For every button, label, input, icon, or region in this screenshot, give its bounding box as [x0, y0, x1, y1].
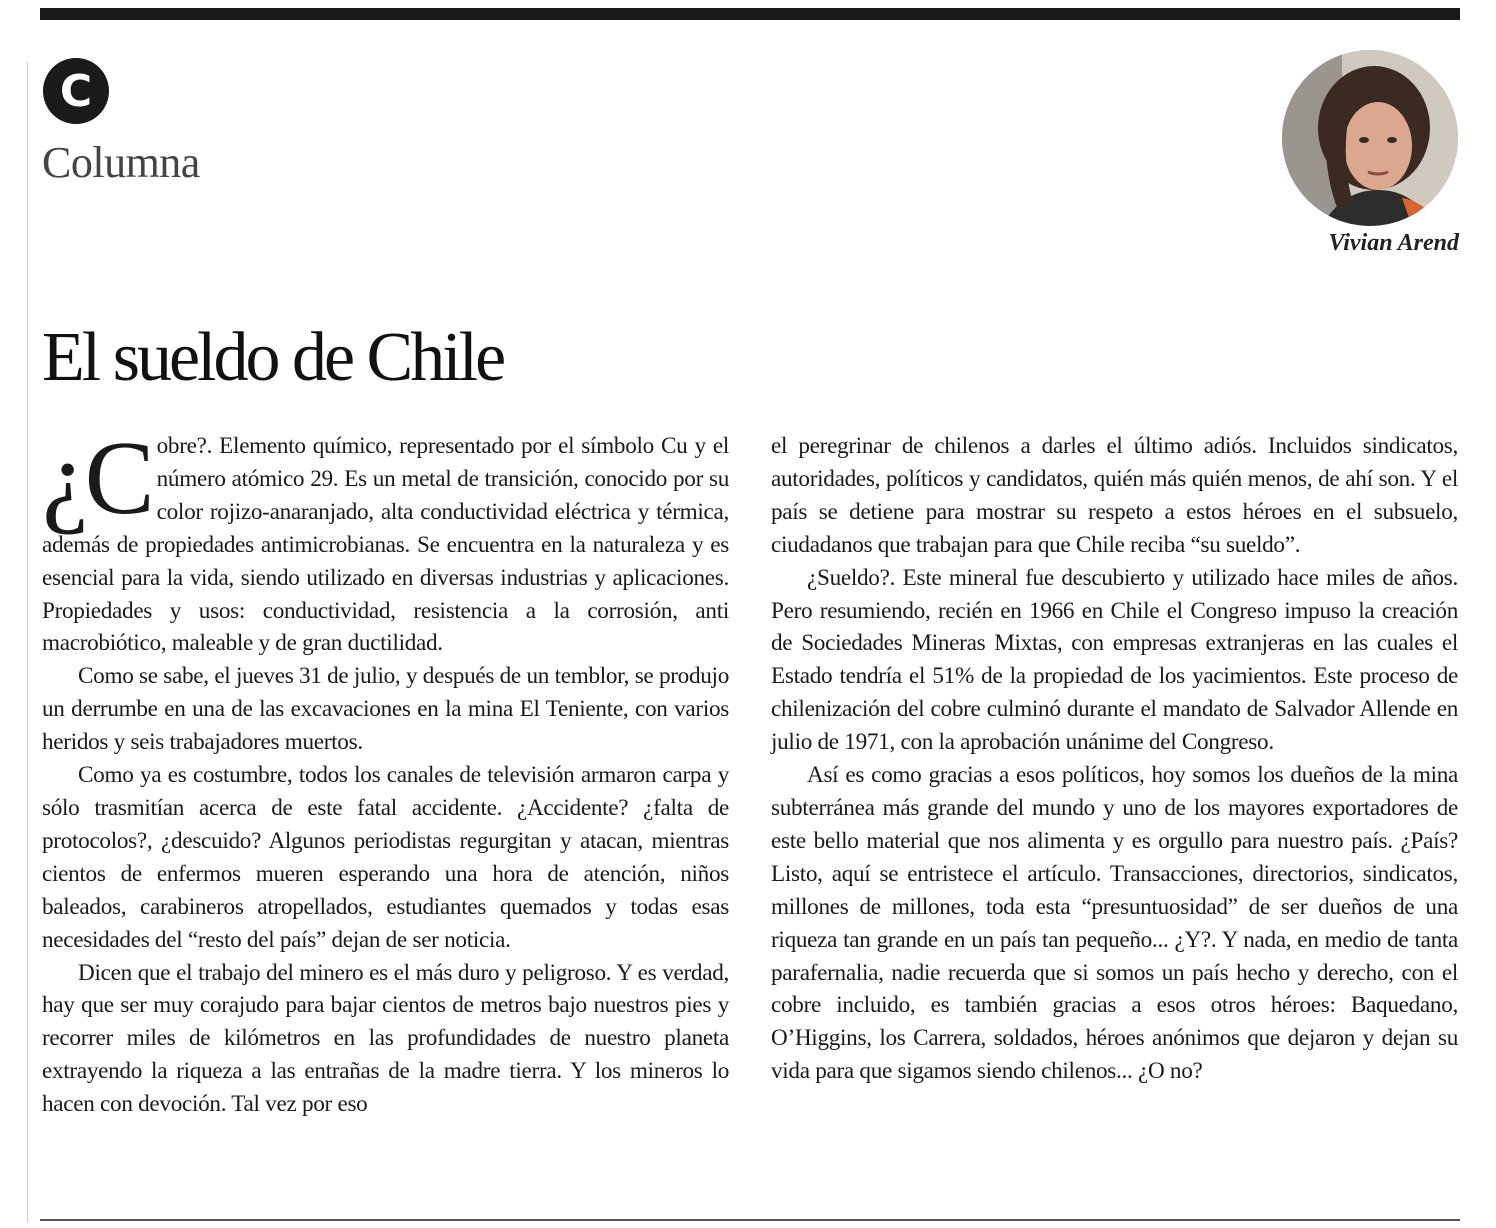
- author-name: Vivian Arend: [1328, 230, 1459, 256]
- paragraph-text: obre?. Elemento químico, representado por el símbolo Cu y el número atómico 29. Es un metal de transición, conocido por su color rojizo-anaranjado, alta conductividad eléctrica y térmica, además de propiedades antimicrobianas. Se encuentra en la naturaleza y es esencial para la vida, siendo utilizado en diversas industrias y aplicaciones. Propiedades y usos: conductividad, resistencia a la corrosión, anti macrobiótico, maleable y de gran ductilidad.: [42, 433, 729, 657]
- article-paragraph: Como ya es costumbre, todos los canales de televisión armaron carpa y sólo trasmitían acerca de este fatal accidente. ¿Accidente? ¿falta de protocolos?, ¿descuido? Algunos periodistas regurgitan y atacan, mientras cientos de enfermos mueren esperando una hora de atención, niños baleados, carabineros atropellados, estudiantes quemados y todas esas necesidades del “resto del país” dejan de ser noticia.: [42, 762, 729, 953]
- article-paragraph: Así es como gracias a esos políticos, hoy somos los dueños de la mina subterránea más grande del mundo y uno de los mayores exportadores de este bello material que nos alimenta y es orgullo para nuestro país. ¿País? Listo, aquí se entristece el artículo. Transacciones, directorios, sindicatos, millones de millones, toda esta “presuntuosidad” de ser dueños de una riqueza tan grande en un país tan pequeño... ¿Y?. Y nada, en medio de tanta parafernalia, nadie recuerda que si somos un país hecho y derecho, con el cobre incluido, es también gracias a esos otros héroes: Baquedano, O’Higgins, los Carrera, soldados, héroes anónimos que dejaron y dejan su vida para que sigamos siendo chilenos... ¿O no?: [771, 762, 1458, 1085]
- dropcap: ¿C: [42, 419, 151, 536]
- author-portrait-icon: [1282, 50, 1458, 226]
- bottom-rule: [40, 1219, 1460, 1221]
- article-paragraph: [42, 419, 729, 660]
- article-column-right: [771, 430, 1458, 1088]
- section-label: Columna: [42, 138, 200, 187]
- article-paragraph: Como se sabe, el jueves 31 de julio, y después de un temblor, se produjo un derrumbe en una de las excavaciones en la mina El Teniente, con varios heridos y seis trabajadores muertos.: [42, 663, 729, 756]
- margin-line: [27, 62, 28, 1222]
- article-column-left: [42, 419, 729, 1121]
- author-photo: [1282, 50, 1458, 226]
- article-paragraph: el peregrinar de chilenos a darles el último adiós. Incluidos sindicatos, autoridades, políticos y candidatos, quién más quién menos, de ahí son. Y el país se detiene para mostrar su respeto a estos héroes en el subsuelo, ciudadanos que trabajan para que Chile reciba “su sueldo”.: [771, 433, 1458, 558]
- article-paragraph: ¿Sueldo?. Este mineral fue descubierto y utilizado hace miles de años. Pero resumiendo, recién en 1966 en Chile el Congreso impuso la creación de Sociedades Mineras Mixtas, con empresas extranjeras en las cuales el Estado tendría el 51% de la propiedad de los yacimientos. Este proceso de chilenización del cobre culminó durante el mandato de Salvador Allende en julio de 1971, con la aprobación unánime del Congreso.: [771, 564, 1458, 756]
- article-paragraph: Dicen que el trabajo del minero es el más duro y peligroso. Y es verdad, hay que ser muy corajudo para bajar cientos de metros bajo nuestros pies y recorrer miles de kilómetros en las profundidades de nuestro planeta extrayendo la riqueza a las entrañas de la madre tierra. Y los mineros lo hacen con devoción. Tal vez por eso: [42, 959, 729, 1118]
- section-badge: [43, 58, 109, 124]
- section-badge-letter: C: [59, 65, 93, 117]
- top-rule: [40, 8, 1460, 20]
- headline: El sueldo de Chile: [42, 319, 504, 396]
